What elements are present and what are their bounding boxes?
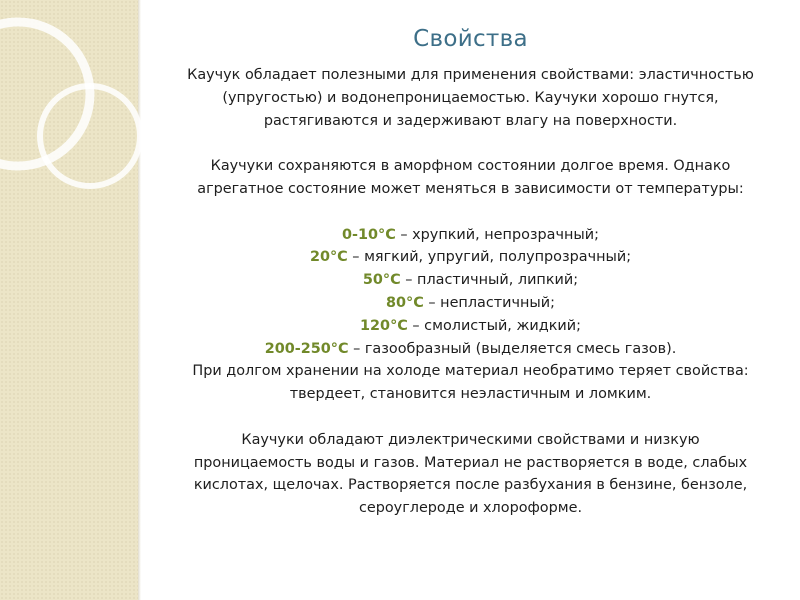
line: (упругостью) и водонепроницаемостью. Каучуки хорошо гнутся, <box>222 89 719 106</box>
spacer <box>141 132 800 155</box>
temperature-line <box>141 269 800 292</box>
slide-title: Свойства <box>413 26 528 52</box>
temperature-value: 0-10°C <box>342 226 396 243</box>
temperature-description: – пластичный, липкий; <box>400 272 579 289</box>
temperature-line <box>141 224 800 247</box>
line: Каучуки обладают диэлектрическими свойствами и низкую <box>241 431 700 448</box>
large-ring <box>0 22 90 166</box>
temperature-line <box>141 338 800 361</box>
temperature-line <box>141 315 800 338</box>
temperature-description: – газообразный (выделяется смесь газов). <box>348 340 677 357</box>
temperature-description: – хрупкий, непрозрачный; <box>395 226 599 243</box>
temperature-value: 200-250°C <box>264 340 349 357</box>
line: Каучуки сохраняются в аморфном состоянии долгое время. Однако <box>210 158 731 175</box>
temperature-description: – непластичный; <box>423 294 555 311</box>
temperature-value: 80°C <box>386 294 424 311</box>
line: растягиваются и задерживают влагу на поверхности. <box>263 112 678 129</box>
temperature-description: – мягкий, упругий, полупрозрачный; <box>347 249 632 266</box>
line: агрегатное состояние может меняться в зависимости от температуры: <box>197 180 744 197</box>
spacer <box>141 201 800 224</box>
slide-content <box>141 64 800 520</box>
spacer <box>141 406 800 429</box>
temperature-value: 20°C <box>309 249 348 266</box>
line: твердеет, становится неэластичным и ломким. <box>289 386 652 403</box>
line: Каучук обладает полезными для применения свойствами: эластичностью <box>187 67 754 83</box>
line: проницаемость воды и газов. Материал не растворяется в воде, слабых <box>193 454 748 471</box>
temperature-value: 120°C <box>360 317 408 334</box>
line: При долгом хранении на холоде материал необратимо теряет свойства: <box>192 363 749 380</box>
temperature-line <box>141 292 800 315</box>
temperature-value: 50°C <box>362 272 401 289</box>
line: сероуглероде и хлороформе. <box>358 500 583 517</box>
temperature-description: – смолистый, жидкий; <box>407 317 581 334</box>
temperature-line <box>141 246 800 269</box>
line: кислотах, щелочах. Растворяется после разбухания в бензине, бензоле, <box>193 477 748 494</box>
